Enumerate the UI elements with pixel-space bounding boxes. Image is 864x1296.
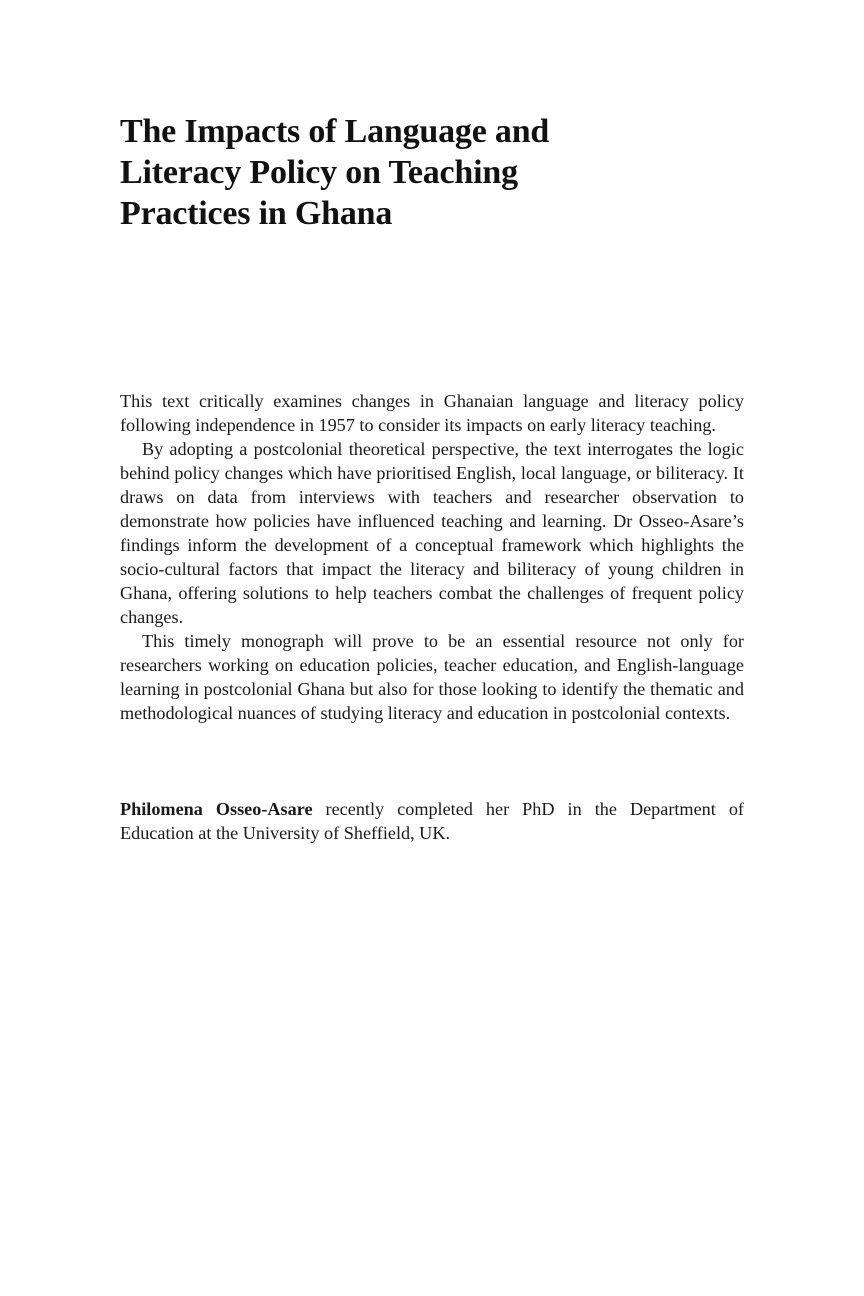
description-paragraph-2: By adopting a postcolonial theoretical perspective, the text interrogates the logic behind policy changes which have prioritised English, local language, or biliteracy. It draws on data from interviews with teachers and researcher observation to demonstrate how policies have influenced teaching and learning. Dr Osseo-Asare’s findings inform the development of a conceptual framework which highlights the socio-cultural factors that impact the literacy and biliteracy of young children in Ghana, offering solutions to help teachers combat the challenges of frequent policy changes.: [120, 439, 744, 627]
author-bio: [120, 797, 744, 845]
book-title: [120, 111, 680, 234]
book-description: [120, 389, 744, 725]
description-paragraph-1: This text critically examines changes in Ghanaian language and literacy policy following independence in 1957 to consider its impacts on early literacy teaching.: [120, 391, 744, 435]
title-line-1: The Impacts of Language and: [120, 113, 550, 150]
author-name: Philomena Osseo-Asare: [120, 799, 313, 819]
title-line-2: Literacy Policy on Teaching: [120, 154, 518, 191]
description-paragraph-3: This timely monograph will prove to be an essential resource not only for researchers working on education policies, teacher education, and English-language learning in postcolonial Ghana but also for those looking to identify the thematic and methodological nuances of studying literacy and education in postcolonial contexts.: [120, 631, 744, 723]
title-line-3: Practices in Ghana: [120, 195, 393, 232]
author-bio-text: recently completed her PhD in the Department of Education at the University of Sheffield, UK.: [120, 799, 744, 843]
